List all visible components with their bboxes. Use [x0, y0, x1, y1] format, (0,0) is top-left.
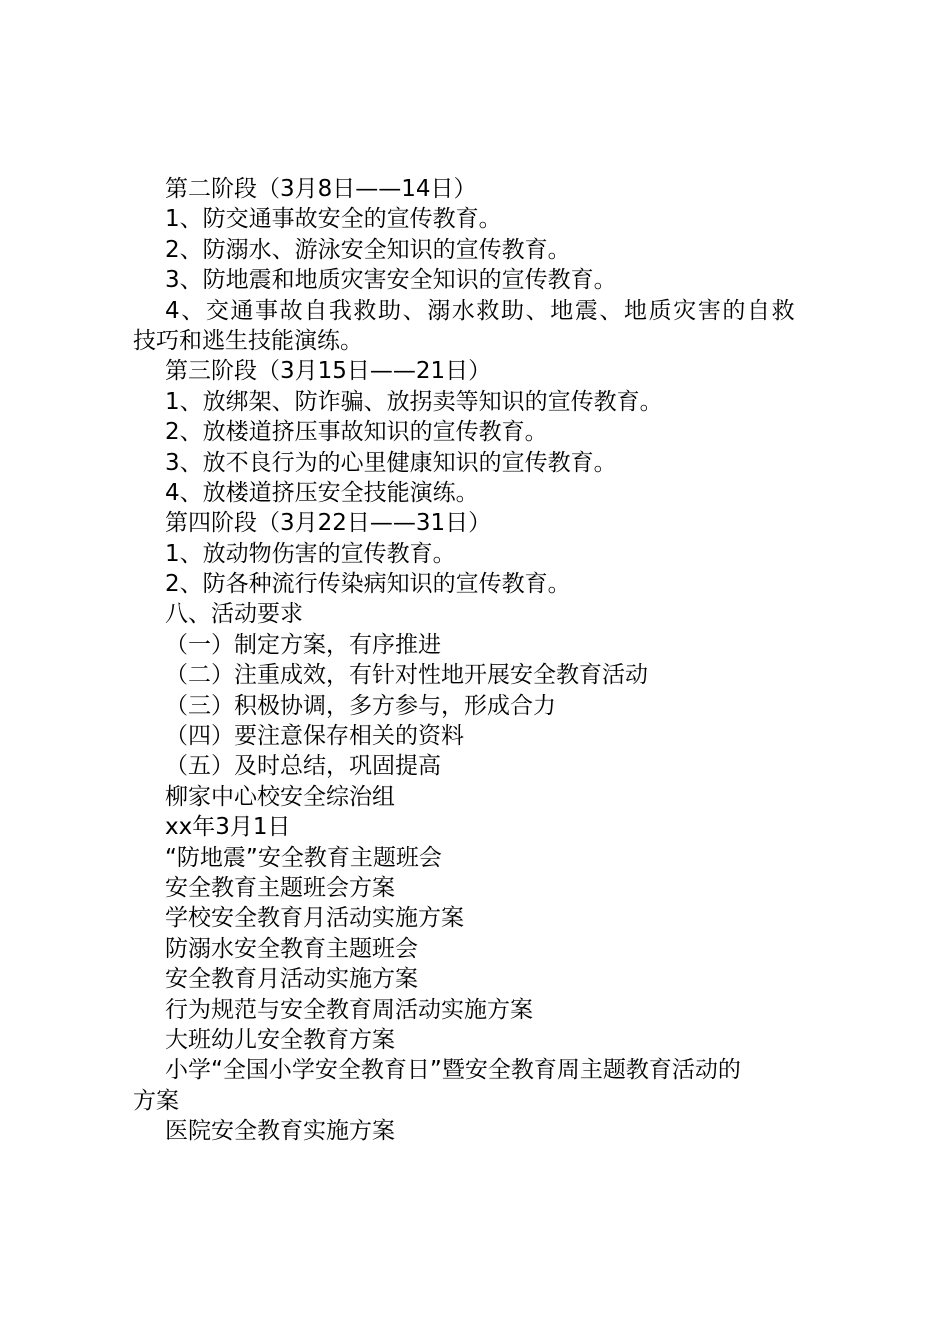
requirement-item: （四）要注意保存相关的资料 — [165, 723, 464, 750]
paragraph-line: 1、防交通事故安全的宣传教育。 — [165, 206, 502, 233]
paragraph-line: 3、放不良行为的心里健康知识的宣传教育。 — [165, 449, 617, 476]
related-title: 安全教育主题班会方案 — [165, 874, 395, 901]
paragraph-line: 4、放楼道挤压安全技能演练。 — [165, 479, 479, 506]
paragraph-line: 1、放绑架、防诈骗、放拐卖等知识的宣传教育。 — [165, 388, 663, 415]
document-body — [133, 174, 823, 1147]
paragraph-line: 2、放楼道挤压事故知识的宣传教育。 — [165, 419, 548, 446]
section-heading: 八、活动要求 — [165, 601, 303, 628]
related-title: 安全教育月活动实施方案 — [165, 966, 418, 993]
requirement-item: （五）及时总结，巩固提高 — [165, 753, 441, 780]
related-title: 小学“全国小学安全教育日”暨安全教育周主题教育活动的 — [165, 1057, 741, 1084]
signature-org: 柳家中心校安全综治组 — [165, 783, 395, 810]
stage-two-heading: 第二阶段（3月8日——14日） — [165, 176, 477, 202]
stage-three-heading: 第三阶段（3月15日——21日） — [165, 358, 492, 385]
related-title: “防地震”安全教育主题班会 — [165, 844, 442, 871]
stage-four-heading: 第四阶段（3月22日——31日） — [165, 510, 492, 537]
paragraph-continuation: 技巧和逃生技能演练。 — [133, 327, 363, 354]
signature-date: xx年3月1日 — [165, 814, 291, 841]
related-title: 学校安全教育月活动实施方案 — [165, 905, 464, 932]
related-title: 防溺水安全教育主题班会 — [165, 935, 418, 962]
requirement-item: （一）制定方案，有序推进 — [165, 631, 441, 658]
paragraph-line: 2、防各种流行传染病知识的宣传教育。 — [165, 571, 571, 598]
paragraph-line: 2、防溺水、游泳安全知识的宣传教育。 — [165, 236, 571, 263]
requirement-item: （三）积极协调，多方参与，形成合力 — [165, 692, 556, 719]
related-title-continuation: 方案 — [133, 1087, 179, 1114]
paragraph-line: 3、防地震和地质灾害安全知识的宣传教育。 — [165, 267, 617, 294]
related-title: 大班幼儿安全教育方案 — [165, 1026, 395, 1053]
paragraph-line: 1、放动物伤害的宣传教育。 — [165, 540, 456, 567]
requirement-item: （二）注重成效，有针对性地开展安全教育活动 — [165, 662, 648, 689]
related-title: 医院安全教育实施方案 — [165, 1118, 395, 1145]
paragraph-line: 4、交通事故自我救助、溺水救助、地震、地质灾害的自救 — [165, 297, 797, 324]
related-title: 行为规范与安全教育周活动实施方案 — [165, 996, 533, 1023]
